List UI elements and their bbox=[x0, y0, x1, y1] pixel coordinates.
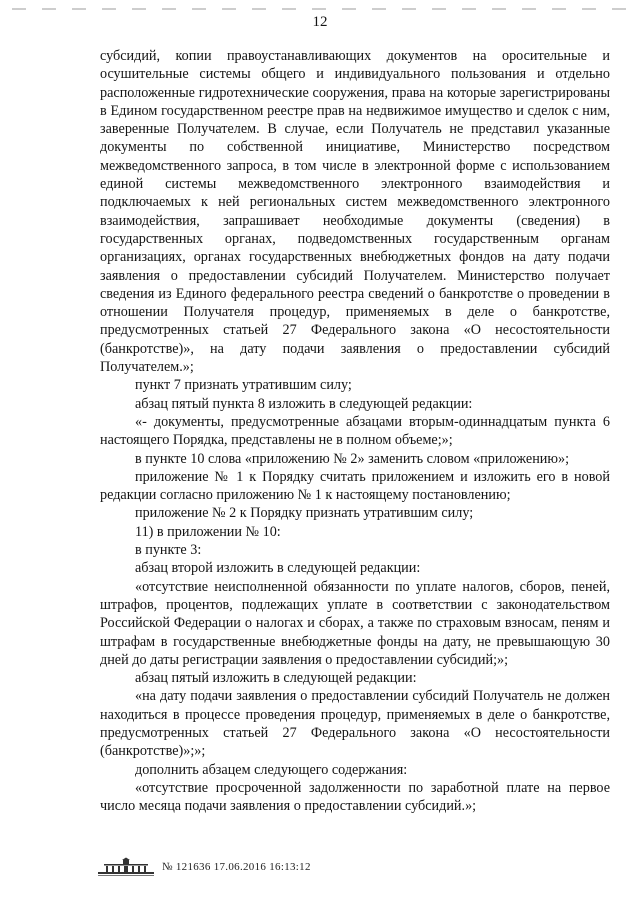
paragraph: абзац пятый изложить в следующей редакции: bbox=[135, 670, 417, 687]
government-building-logo-icon bbox=[96, 857, 156, 877]
paragraph: субсидий, копии правоустанавливающих документов на оросительные и осушительные системы общего и индивидуального пользования и отдельно расположенные гидротехнические сооружения, права на которые зарегистрированы в Едином государственном реестре прав на недвижимое имущество и сделок с ним, заверенные Получателем. В случае, если Получатель не представил указанные документы по собственной инициативе, Министерство посредством межведомственного запроса, в том числе в электронной форме с использованием единой системы межведомственного электронного взаимодействия и подключаемых к ней региональных систем межведомственного электронного взаимодействия, запрашивает необходимые документы (сведения) в государственных органах, подведомственных государственным органам организациях, органах государственных внебюджетных фондов на дату подачи заявления о предоставлении субсидий Получателем. Министерство получает сведения из Единого федерального реестра сведений о банкротстве о проведении в отношении Получателя процедур, применяемых в деле о банкротстве, предусмотренных статьей 27 Федерального закона «О несостоятельности (банкротстве)», на дату подачи заявления о предоставлении субсидий Получателем.»; bbox=[100, 48, 610, 376]
page-number: 12 bbox=[312, 14, 328, 30]
paragraph: абзац второй изложить в следующей редакции: bbox=[135, 560, 421, 577]
document-footer bbox=[96, 857, 311, 877]
scan-artifact-line bbox=[12, 8, 628, 10]
paragraph: «отсутствие просроченной задолженности по заработной плате на первое число месяца подачи заявления о предоставлении субсидий.»; bbox=[100, 779, 610, 815]
paragraph: приложение № 1 к Порядку считать приложением и изложить его в новой редакции согласно приложению № 1 к настоящему постановлению; bbox=[100, 468, 610, 504]
paragraph: 11) в приложении № 10: bbox=[135, 523, 281, 540]
paragraph: приложение № 2 к Порядку признать утратившим силу; bbox=[135, 505, 474, 522]
registration-stamp: № 121636 17.06.2016 16:13:12 bbox=[162, 861, 311, 873]
paragraph: «- документы, предусмотренные абзацами вторым-одиннадцатым пункта 6 настоящего Порядка, представлены не в полном объеме;»; bbox=[100, 413, 610, 449]
paragraph: «отсутствие неисполненной обязанности по уплате налогов, сборов, пеней, штрафов, процентов, подлежащих уплате в соответствии с законодательством Российской Федерации о налогах и сборах, а также по страховым взносам, пеням и штрафам в государственные внебюджетные фонды на дату, не превышающую 30 дней до даты регистрации заявления о предоставлении субсидий;»; bbox=[100, 578, 610, 668]
paragraph: дополнить абзацем следующего содержания: bbox=[135, 761, 408, 778]
paragraph: в пункте 10 слова «приложению № 2» заменить словом «приложению»; bbox=[135, 450, 570, 467]
paragraph: пункт 7 признать утратившим силу; bbox=[135, 377, 352, 394]
paragraph: в пункте 3: bbox=[135, 542, 202, 559]
paragraph: абзац пятый пункта 8 изложить в следующей редакции: bbox=[135, 395, 473, 412]
paragraph: «на дату подачи заявления о предоставлении субсидий Получатель не должен находиться в процессе проведения процедур, применяемых в деле о банкротстве, предусмотренных статьей 27 Федерального закона «О несостоятельности (банкротстве)»;»; bbox=[100, 688, 610, 760]
document-body bbox=[100, 47, 610, 815]
